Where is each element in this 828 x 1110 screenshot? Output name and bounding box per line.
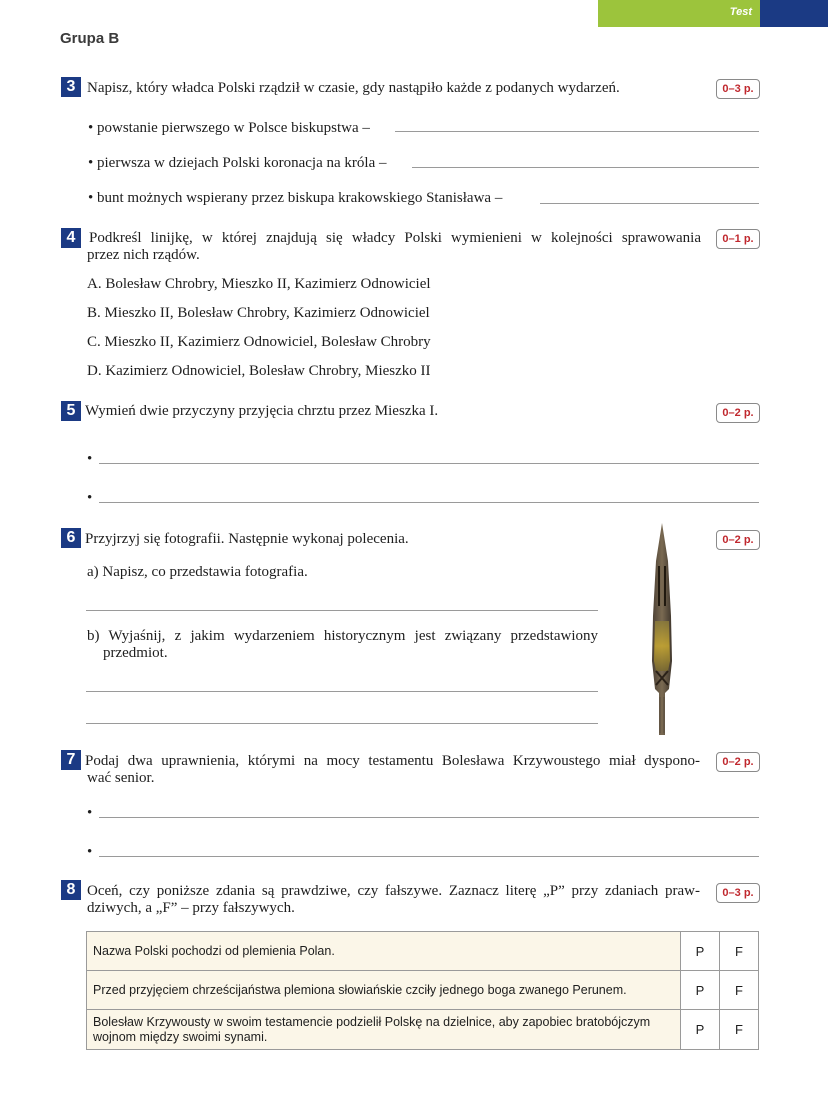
question-7-number: 7 [61, 750, 81, 770]
question-4-option-b[interactable]: B. Mieszko II, Bolesław Chrobry, Kazimierz Odnowiciel [87, 305, 430, 321]
question-3-number: 3 [61, 77, 81, 97]
question-5-answer-line-1[interactable] [99, 463, 759, 464]
question-8-number: 8 [61, 880, 81, 900]
question-7-bullet-1: • [87, 805, 93, 821]
question-7-points: 0–2 p. [716, 752, 760, 772]
question-3-text: Napisz, który władca Polski rządził w czasie, gdy nastąpiło każde z podanych wydarzeń. [87, 80, 620, 96]
table-row-statement: Przed przyjęciem chrześcijaństwa plemiona słowiańskie czciły jednego boga zwanego Perunem. [87, 971, 681, 1010]
table-row-statement: Nazwa Polski pochodzi od plemienia Polan. [87, 932, 681, 971]
question-4-option-d[interactable]: D. Kazimierz Odnowiciel, Bolesław Chrobry, Mieszko II [87, 363, 431, 379]
question-6-task-a: a) Napisz, co przedstawia fotografia. [87, 564, 308, 580]
false-option[interactable]: F [720, 971, 759, 1010]
false-option[interactable]: F [720, 1010, 759, 1050]
table-row-statement: Bolesław Krzywousty w swoim testamencie podzielił Polskę na dzielnice, aby zapobiec bratobójczym wojnom między swoimi synami. [87, 1010, 681, 1050]
question-3-answer-line-3[interactable] [540, 203, 759, 204]
question-4-points: 0–1 p. [716, 229, 760, 249]
question-4-option-a[interactable]: A. Bolesław Chrobry, Mieszko II, Kazimierz Odnowiciel [87, 276, 431, 292]
table-row [87, 971, 759, 1010]
header-tab-blue [760, 0, 828, 27]
question-7-text-line-2: wać senior. [87, 770, 155, 786]
question-3-answer-line-2[interactable] [412, 167, 759, 168]
question-8-points: 0–3 p. [716, 883, 760, 903]
question-3-item-3: • bunt możnych wspierany przez biskupa krakowskiego Stanisława – [88, 190, 503, 206]
question-6-task-b-line-1: b) Wyjaśnij, z jakim wydarzeniem historycznym jest związany przedstawiony [87, 628, 598, 644]
question-5-text: Wymień dwie przyczyny przyjęcia chrztu przez Mieszka I. [85, 403, 439, 419]
question-3-item-1: • powstanie pierwszego w Polsce biskupstwa – [88, 120, 370, 136]
true-option[interactable]: P [681, 971, 720, 1010]
question-4-text-line-2: przez nich rządów. [87, 247, 200, 263]
header-tab-green [598, 0, 760, 27]
question-6-text: Przyjrzyj się fotografii. Następnie wykonaj polecenia. [85, 531, 409, 547]
question-6-answer-line-b-1[interactable] [86, 691, 598, 692]
question-6-answer-line-a[interactable] [86, 610, 598, 611]
question-6-answer-line-b-2[interactable] [86, 723, 598, 724]
question-3-points: 0–3 p. [716, 79, 760, 99]
question-7-answer-line-2[interactable] [99, 856, 759, 857]
question-4-number: 4 [61, 228, 81, 248]
question-7-bullet-2: • [87, 844, 93, 860]
group-title: Grupa B [60, 30, 120, 47]
question-5-bullet-2: • [87, 490, 93, 506]
true-option[interactable]: P [681, 1010, 720, 1050]
question-3-item-2: • pierwsza w dziejach Polski koronacja na króla – [88, 155, 387, 171]
header-tab-label: Test [729, 6, 752, 18]
question-8-text-line-2: dziwych, a „F” – przy fałszywych. [87, 900, 295, 916]
question-5-number: 5 [61, 401, 81, 421]
question-8-text-line-1: Oceń, czy poniższe zdania są prawdziwe, czy fałszywe. Zaznacz literę „P” przy zdaniach praw- [87, 883, 700, 899]
true-false-table [86, 931, 759, 1050]
question-5-answer-line-2[interactable] [99, 502, 759, 503]
true-option[interactable]: P [681, 932, 720, 971]
question-4-option-c[interactable]: C. Mieszko II, Kazimierz Odnowiciel, Bolesław Chrobry [87, 334, 431, 350]
question-6-points: 0–2 p. [716, 530, 760, 550]
question-6-task-b-line-2: przedmiot. [103, 645, 168, 661]
question-4-text-line-1: Podkreśl linijkę, w której znajdują się władcy Polski wymienieni w kolejności sprawowania [89, 230, 701, 246]
spearhead-photo [643, 521, 681, 739]
question-5-points: 0–2 p. [716, 403, 760, 423]
question-7-text-line-1: Podaj dwa uprawnienia, którymi na mocy testamentu Bolesława Krzywoustego miał dyspono- [85, 753, 700, 769]
question-7-answer-line-1[interactable] [99, 817, 759, 818]
question-3-answer-line-1[interactable] [395, 131, 759, 132]
false-option[interactable]: F [720, 932, 759, 971]
question-5-bullet-1: • [87, 451, 93, 467]
table-row [87, 1010, 759, 1050]
question-6-number: 6 [61, 528, 81, 548]
table-row [87, 932, 759, 971]
